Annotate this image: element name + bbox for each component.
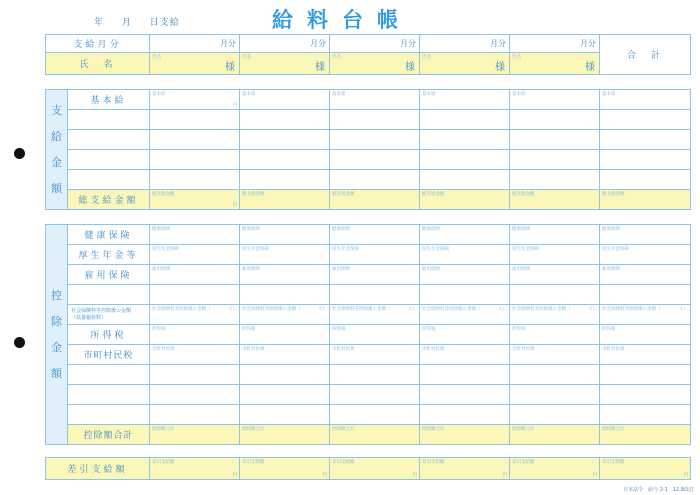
pay-month-cell[interactable] <box>510 35 600 53</box>
after-social-insurance-text: 社会保険料等控除後の金額 （扶養親族数） <box>71 307 132 321</box>
pension-small: 厚生年金保険 <box>512 247 539 252</box>
after-social-insurance-small: 社会保険料等控除後の金額（ <box>512 307 571 312</box>
deduction-blank-row <box>46 285 691 305</box>
deduction-section-char: 金 <box>51 340 62 354</box>
income-tax-small: 所得税 <box>242 327 256 332</box>
yen-unit: 円 <box>232 103 237 108</box>
honorific: 様 <box>315 62 325 73</box>
gross-pay-cell[interactable] <box>420 190 510 210</box>
gross-pay-small: 総支給金額 <box>242 192 265 197</box>
net-pay-cell[interactable] <box>330 458 420 480</box>
pay-month-cell[interactable] <box>240 35 330 53</box>
dependents-unit: 人） <box>408 307 417 312</box>
deduction-total-small: 控除額合計 <box>512 427 535 432</box>
income-tax-cell[interactable] <box>150 325 240 345</box>
health-insurance-row <box>46 225 691 245</box>
gross-pay-cell[interactable] <box>330 190 420 210</box>
after-social-insurance-cell[interactable] <box>240 305 330 325</box>
net-pay-label: 差引支給額 <box>46 458 150 480</box>
deduction-total-cell[interactable] <box>150 425 240 445</box>
health-insurance-cell[interactable] <box>240 225 330 245</box>
municipal-tax-small: 市町村民税 <box>602 347 625 352</box>
base-salary-cell[interactable] <box>240 90 330 110</box>
pension-small: 厚生年金保険 <box>602 247 629 252</box>
payment-blank-row <box>46 170 691 190</box>
name-small-label: 氏名 <box>242 55 251 60</box>
name-cell[interactable] <box>510 53 600 75</box>
municipal-tax-row <box>46 345 691 365</box>
month-label: 月 <box>121 18 132 28</box>
pay-month-row <box>46 35 691 53</box>
yen-unit: 円 <box>502 473 507 478</box>
month-unit: 月分 <box>220 39 236 48</box>
pension-small: 厚生年金保険 <box>332 247 359 252</box>
dependents-unit: 人） <box>228 307 237 312</box>
employment-insurance-small: 雇用保険 <box>242 267 260 272</box>
net-pay-cell[interactable] <box>420 458 510 480</box>
month-unit: 月分 <box>310 39 326 48</box>
payment-section-char: 額 <box>51 181 62 195</box>
income-tax-cell[interactable] <box>420 325 510 345</box>
health-insurance-small: 健康保険 <box>242 227 260 232</box>
municipal-tax-small: 市町村民税 <box>152 347 175 352</box>
gross-pay-small: 総支給金額 <box>602 192 625 197</box>
yen-unit: 円 <box>683 473 688 478</box>
payment-blank-row <box>46 110 691 130</box>
municipal-tax-label: 市町村民税 <box>68 345 150 365</box>
gross-pay-cell[interactable] <box>240 190 330 210</box>
employment-insurance-row <box>46 265 691 285</box>
name-small-label: 氏名 <box>422 55 431 60</box>
municipal-tax-small: 市町村民税 <box>422 347 445 352</box>
income-tax-label: 所得税 <box>68 325 150 345</box>
municipal-tax-small: 市町村民税 <box>332 347 355 352</box>
payment-section-char: 支 <box>51 103 62 117</box>
pay-month-cell[interactable] <box>330 35 420 53</box>
base-salary-cell[interactable] <box>600 90 691 110</box>
municipal-tax-cell[interactable] <box>420 345 510 365</box>
health-insurance-cell[interactable] <box>150 225 240 245</box>
gross-pay-small: 総支給金額 <box>152 192 175 197</box>
employment-insurance-small: 雇用保険 <box>152 267 170 272</box>
employment-insurance-cell[interactable] <box>150 265 240 285</box>
pay-date-line <box>94 15 194 28</box>
deduction-total-cell[interactable] <box>510 425 600 445</box>
pension-cell[interactable] <box>330 245 420 265</box>
after-social-insurance-cell[interactable] <box>330 305 420 325</box>
form-footer: 日本法令 給与 2-1 12.8改訂 <box>623 487 694 493</box>
base-salary-cell[interactable] <box>150 90 240 110</box>
payment-blank-row <box>46 130 691 150</box>
total-header: 合 計 <box>600 35 691 75</box>
gross-pay-small: 総支給金額 <box>512 192 535 197</box>
deduction-total-small: 控除額合計 <box>422 427 445 432</box>
honorific: 様 <box>405 62 415 73</box>
month-unit: 月分 <box>400 39 416 48</box>
after-social-insurance-cell[interactable] <box>600 305 691 325</box>
binder-hole-top <box>14 148 25 159</box>
deduction-table <box>45 224 691 445</box>
pay-month-label: 支給月分 <box>46 35 150 53</box>
name-cell[interactable] <box>330 53 420 75</box>
base-salary-small: 基本給 <box>422 92 436 97</box>
gross-pay-cell[interactable] <box>150 190 240 210</box>
pension-cell[interactable] <box>510 245 600 265</box>
health-insurance-cell[interactable] <box>510 225 600 245</box>
honorific: 様 <box>585 62 595 73</box>
pension-small: 厚生年金保険 <box>152 247 179 252</box>
deduction-total-cell[interactable] <box>600 425 691 445</box>
employment-insurance-small: 雇用保険 <box>332 267 350 272</box>
name-small-label: 氏名 <box>512 55 521 60</box>
year-label: 年 <box>94 18 105 28</box>
after-social-insurance-label <box>68 305 150 325</box>
payment-blank-row <box>46 150 691 170</box>
income-tax-cell[interactable] <box>600 325 691 345</box>
base-salary-cell[interactable] <box>330 90 420 110</box>
income-tax-small: 所得税 <box>512 327 526 332</box>
pension-cell[interactable] <box>240 245 330 265</box>
net-pay-table <box>45 457 691 480</box>
pension-small: 厚生年金保険 <box>422 247 449 252</box>
page-title: 給料台帳 <box>272 8 412 32</box>
deduction-total-cell[interactable] <box>240 425 330 445</box>
municipal-tax-cell[interactable] <box>150 345 240 365</box>
municipal-tax-small: 市町村民税 <box>242 347 265 352</box>
pension-cell[interactable] <box>600 245 691 265</box>
health-insurance-label: 健康保険 <box>68 225 150 245</box>
health-insurance-small: 健康保険 <box>152 227 170 232</box>
after-social-insurance-small: 社会保険料等控除後の金額（ <box>332 307 391 312</box>
income-tax-small: 所得税 <box>332 327 346 332</box>
net-pay-small: 差引支給額 <box>422 460 445 465</box>
pay-month-cell[interactable] <box>150 35 240 53</box>
yen-unit: 円 <box>232 203 237 208</box>
name-cell[interactable] <box>150 53 240 75</box>
name-cell[interactable] <box>420 53 510 75</box>
health-insurance-small: 健康保険 <box>512 227 530 232</box>
health-insurance-small: 健康保険 <box>602 227 620 232</box>
base-salary-row <box>46 90 691 110</box>
pension-row <box>46 245 691 265</box>
pension-cell[interactable] <box>150 245 240 265</box>
base-salary-cell[interactable] <box>510 90 600 110</box>
after-social-insurance-cell[interactable] <box>510 305 600 325</box>
payment-section-char: 給 <box>51 129 62 143</box>
dependents-unit: 人） <box>318 307 327 312</box>
net-pay-small: 差引支給額 <box>332 460 355 465</box>
deduction-total-small: 控除額合計 <box>602 427 625 432</box>
income-tax-small: 所得税 <box>152 327 166 332</box>
binder-hole-bottom <box>14 337 25 348</box>
pension-label: 厚生年金等 <box>68 245 150 265</box>
base-salary-small: 基本給 <box>332 92 346 97</box>
base-salary-label: 基本給 <box>68 90 150 110</box>
after-social-insurance-small: 社会保険料等控除後の金額（ <box>242 307 301 312</box>
municipal-tax-cell[interactable] <box>600 345 691 365</box>
pension-cell[interactable] <box>420 245 510 265</box>
employment-insurance-cell[interactable] <box>330 265 420 285</box>
payment-table <box>45 89 691 210</box>
after-social-insurance-small: 社会保険料等控除後の金額（ <box>602 307 661 312</box>
income-tax-row <box>46 325 691 345</box>
deduction-total-cell[interactable] <box>420 425 510 445</box>
net-pay-small: 差引支給額 <box>512 460 535 465</box>
employment-insurance-small: 雇用保険 <box>512 267 530 272</box>
net-pay-small: 差引支給額 <box>242 460 265 465</box>
deduction-section-char: 控 <box>51 288 62 302</box>
name-label: 氏 名 <box>46 53 150 75</box>
payment-section-char: 金 <box>51 155 62 169</box>
dependents-unit: 人） <box>679 307 688 312</box>
income-tax-cell[interactable] <box>240 325 330 345</box>
after-social-insurance-row <box>46 305 691 325</box>
deduction-total-label: 控除額合計 <box>68 425 150 445</box>
payday-label: 日支給 <box>149 18 180 28</box>
net-pay-cell[interactable] <box>150 458 240 480</box>
municipal-tax-cell[interactable] <box>510 345 600 365</box>
net-pay-cell[interactable] <box>510 458 600 480</box>
net-pay-small: 差引支給額 <box>602 460 625 465</box>
deduction-total-small: 控除額合計 <box>332 427 355 432</box>
health-insurance-cell[interactable] <box>420 225 510 245</box>
health-insurance-cell[interactable] <box>330 225 420 245</box>
health-insurance-cell[interactable] <box>600 225 691 245</box>
deduction-total-small: 控除額合計 <box>152 427 175 432</box>
dependents-unit: 人） <box>588 307 597 312</box>
after-social-insurance-cell[interactable] <box>420 305 510 325</box>
municipal-tax-cell[interactable] <box>330 345 420 365</box>
deduction-blank-row <box>46 405 691 425</box>
yen-unit: 円 <box>412 473 417 478</box>
yen-unit: 円 <box>322 473 327 478</box>
health-insurance-small: 健康保険 <box>332 227 350 232</box>
employment-insurance-cell[interactable] <box>510 265 600 285</box>
base-salary-small: 基本給 <box>152 92 166 97</box>
municipal-tax-cell[interactable] <box>240 345 330 365</box>
deduction-section-label <box>46 225 68 445</box>
dependents-unit: 人） <box>498 307 507 312</box>
base-salary-cell[interactable] <box>420 90 510 110</box>
net-pay-row <box>46 458 691 480</box>
deduction-blank-row <box>46 365 691 385</box>
deduction-section-char: 除 <box>51 314 62 328</box>
deduction-total-row <box>46 425 691 445</box>
deduction-total-cell[interactable] <box>330 425 420 445</box>
employment-insurance-small: 雇用保険 <box>422 267 440 272</box>
after-social-insurance-small: 社会保険料等控除後の金額（ <box>152 307 211 312</box>
health-insurance-small: 健康保険 <box>422 227 440 232</box>
payment-section-label <box>46 90 68 210</box>
pension-small: 厚生年金保険 <box>242 247 269 252</box>
employment-insurance-small: 雇用保険 <box>602 267 620 272</box>
name-row <box>46 53 691 75</box>
name-small-label: 氏名 <box>152 55 161 60</box>
employment-insurance-cell[interactable] <box>240 265 330 285</box>
employment-insurance-cell[interactable] <box>420 265 510 285</box>
net-pay-cell[interactable] <box>240 458 330 480</box>
pay-month-cell[interactable] <box>420 35 510 53</box>
deduction-blank-row <box>46 385 691 405</box>
month-unit: 月分 <box>490 39 506 48</box>
yen-unit: 円 <box>232 473 237 478</box>
employment-insurance-cell[interactable] <box>600 265 691 285</box>
gross-pay-small: 総支給金額 <box>422 192 445 197</box>
name-small-label: 氏名 <box>332 55 341 60</box>
deduction-total-small: 控除額合計 <box>242 427 265 432</box>
gross-pay-cell[interactable] <box>600 190 691 210</box>
after-social-insurance-cell[interactable] <box>150 305 240 325</box>
name-table <box>45 34 691 75</box>
income-tax-cell[interactable] <box>330 325 420 345</box>
gross-pay-small: 総支給金額 <box>332 192 355 197</box>
gross-pay-cell[interactable] <box>510 190 600 210</box>
net-pay-small: 差引支給額 <box>152 460 175 465</box>
base-salary-small: 基本給 <box>242 92 256 97</box>
base-salary-small: 基本給 <box>602 92 616 97</box>
municipal-tax-small: 市町村民税 <box>512 347 535 352</box>
month-unit: 月分 <box>580 39 596 48</box>
employment-insurance-label: 雇用保険 <box>68 265 150 285</box>
honorific: 様 <box>495 62 505 73</box>
after-social-insurance-small: 社会保険料等控除後の金額（ <box>422 307 481 312</box>
base-salary-small: 基本給 <box>512 92 526 97</box>
gross-pay-row <box>46 190 691 210</box>
honorific: 様 <box>225 62 235 73</box>
income-tax-small: 所得税 <box>602 327 616 332</box>
income-tax-cell[interactable] <box>510 325 600 345</box>
net-pay-cell[interactable] <box>600 458 691 480</box>
yen-unit: 円 <box>592 473 597 478</box>
gross-pay-label: 総支給金額 <box>68 190 150 210</box>
income-tax-small: 所得税 <box>422 327 436 332</box>
deduction-section-char: 額 <box>51 366 62 380</box>
name-cell[interactable] <box>240 53 330 75</box>
